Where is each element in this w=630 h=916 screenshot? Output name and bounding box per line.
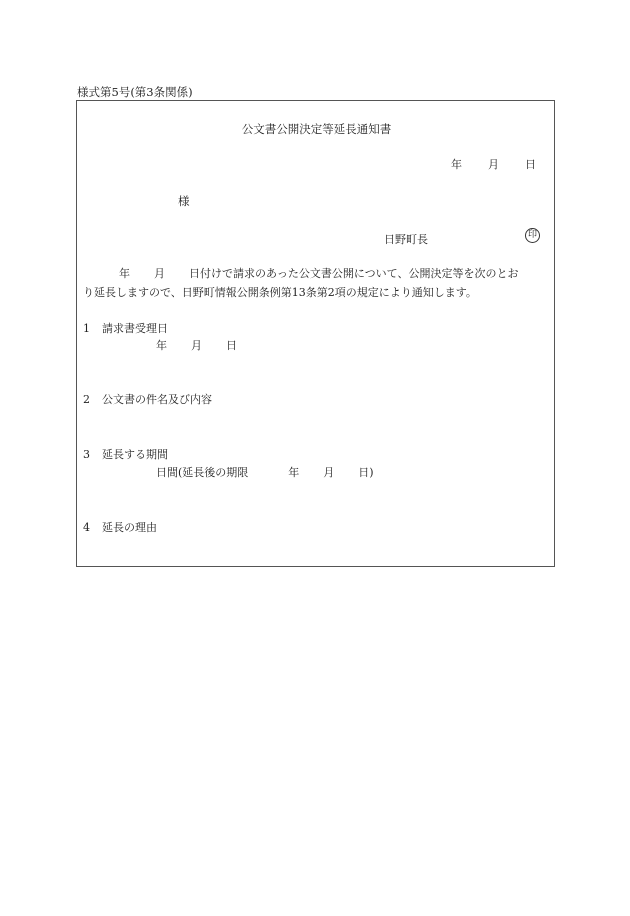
item-4-label: 延長の理由 [102,521,157,534]
issue-date-day: 日 [525,158,536,171]
body-text-line-2: り延長しますので、日野町情報公開条例第13条第2項の規定により通知します。 [83,286,477,299]
addressee-suffix: 様 [178,194,190,208]
item-1-number: 1 [83,322,90,335]
document-title: 公文書公開決定等延長通知書 [241,122,392,136]
item-3-period [156,464,374,480]
item-2 [83,391,212,407]
document-frame [76,100,555,567]
seal-icon: 印 [525,228,540,243]
issuer-name: 日野町長 [384,233,428,246]
item-4-number: 4 [83,521,90,534]
item-1-date [156,337,237,353]
item-3-month: 月 [323,466,335,479]
item-1-day: 日 [226,339,237,352]
body-text-line-1 [85,265,518,281]
item-3-year: 年 [288,466,300,479]
issue-date-month: 月 [488,158,499,171]
item-3 [83,446,168,462]
item-4 [83,519,157,535]
issue-date-year: 年 [451,158,462,171]
item-2-label: 公文書の件名及び内容 [102,393,212,406]
body-year: 年 [119,267,130,280]
item-1-year: 年 [156,339,167,352]
body-text-1: 日付けで請求のあった公文書公開について、公開決定等を次のとお [189,267,519,280]
form-number-label: 様式第5号(第3条関係) [77,85,193,99]
item-3-day: 日) [358,466,374,479]
item-3-days: 日間(延長後の期限 [156,466,249,479]
item-1 [83,320,168,336]
body-month: 月 [154,267,165,280]
item-1-label: 請求書受理日 [102,322,168,335]
item-3-number: 3 [83,448,90,461]
issue-date-row [451,156,536,172]
item-2-number: 2 [83,393,90,406]
item-1-month: 月 [191,339,202,352]
item-3-label: 延長する期間 [102,448,168,461]
